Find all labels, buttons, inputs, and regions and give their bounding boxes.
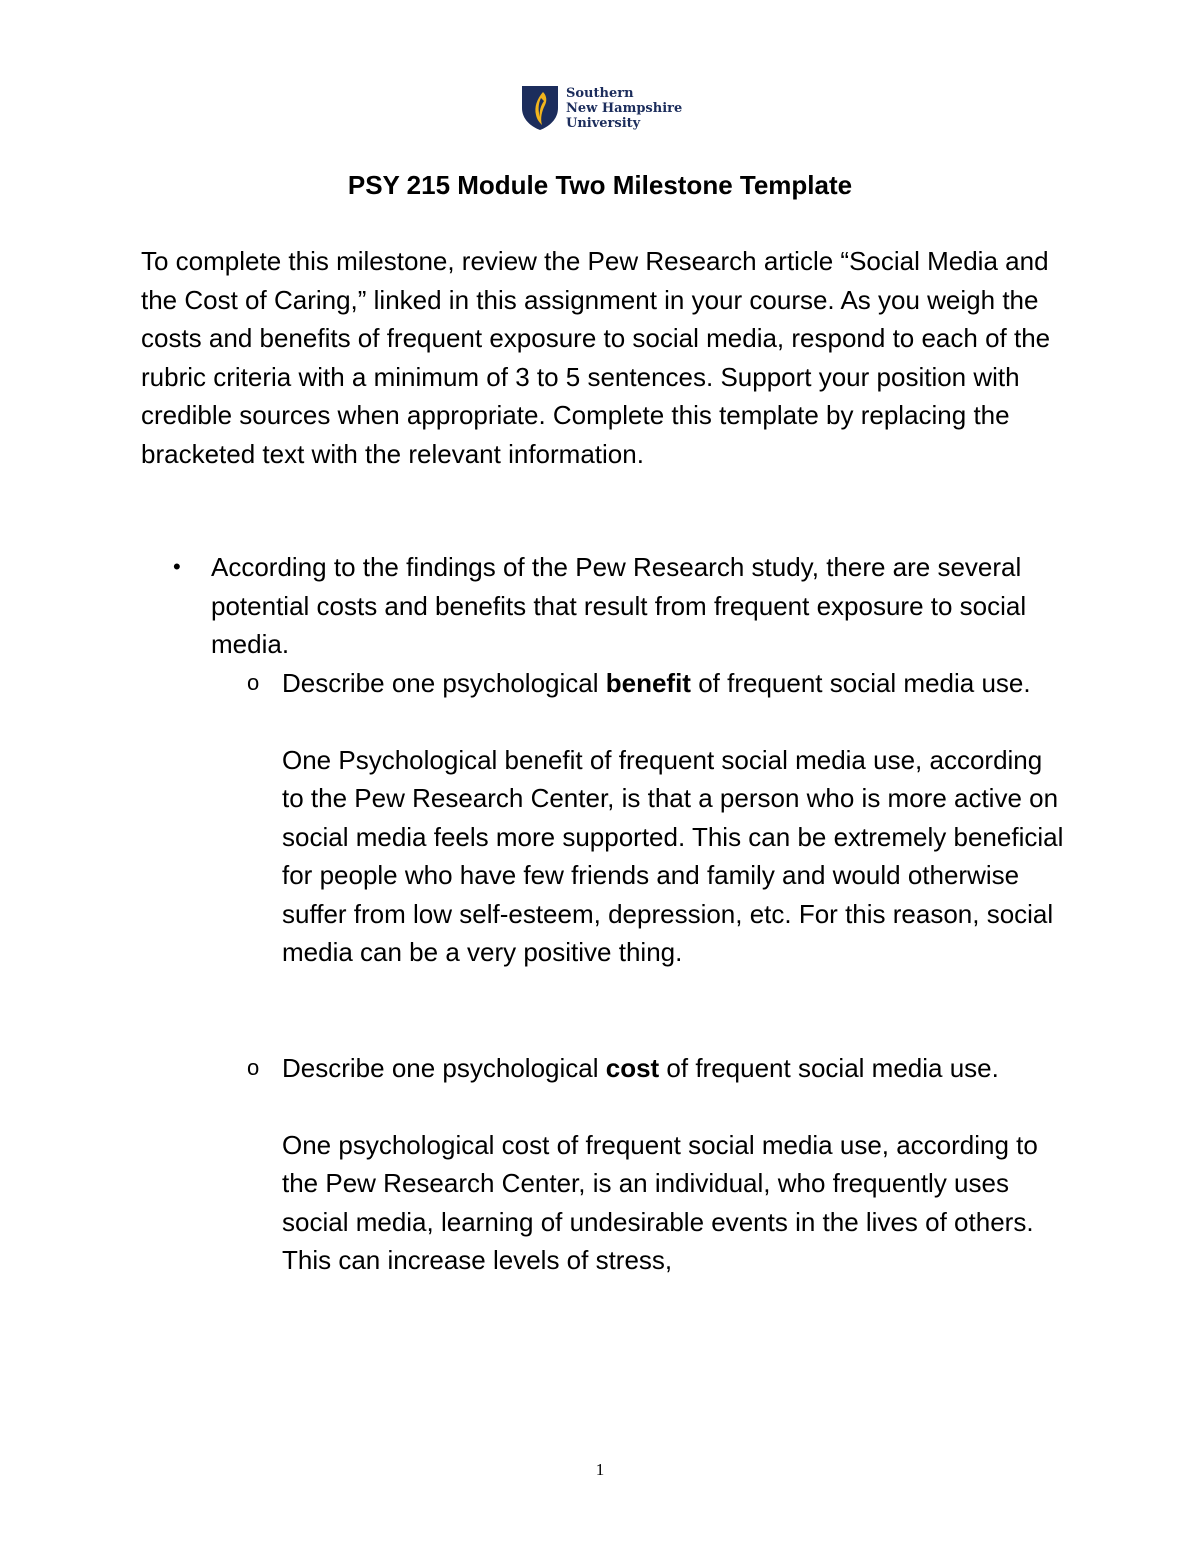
- criteria-list: [141, 548, 1071, 1280]
- answer-paragraph-benefit: [141, 741, 1071, 972]
- page-number: 1: [595, 1460, 605, 1479]
- document-title: PSY 215 Module Two Milestone Template: [347, 170, 853, 200]
- list-item: [141, 548, 1071, 664]
- prompt-bold-word: cost: [605, 1052, 660, 1083]
- prompt-text-before: Describe one psychological: [282, 1052, 606, 1083]
- spacer: [141, 972, 1071, 1049]
- answer-paragraph-cost: [141, 1126, 1071, 1280]
- logo-line-2: New Hampshire: [566, 100, 683, 116]
- logo-wordmark: [566, 86, 682, 131]
- intro-paragraph: To complete this milestone, review the Pew Research article “Social Media and the Cost of Caring,” linked in this assignment in your course. As you weigh the costs and benefits of frequent exposure to social media, respond to each of the rubric criteria with a minimum of 3 to 5 sentences. Support your position with credible sources when appropriate. Complete this template by replacing the bracketed text with the relevant information.: [141, 246, 1051, 469]
- prompt-text-after: of frequent social media use.: [690, 667, 1031, 698]
- prompt-text-before: Describe one psychological: [282, 667, 606, 698]
- university-logo: [520, 84, 682, 132]
- logo-line-3: University: [566, 115, 641, 131]
- answer-text: One Psychological benefit of frequent social media use, according to the Pew Research Center, is that a person who is more active on social media feels more supported. This can be extremely beneficial for people who have few friends and family and would otherwise suffer from low self-esteem, depression, etc. For this reason, social media can be a very positive thing.: [282, 744, 1064, 967]
- bullet-text: According to the findings of the Pew Research study, there are several potential costs and benefits that result from frequent exposure to social media.: [211, 552, 1027, 659]
- sub-list-item-cost: [141, 1049, 1071, 1088]
- snhu-shield-icon: [520, 84, 560, 132]
- logo-line-1: Southern: [566, 85, 634, 101]
- prompt-text-after: of frequent social media use.: [659, 1052, 999, 1083]
- spacer: [141, 1087, 1071, 1126]
- bullet-marker: •: [173, 554, 181, 579]
- prompt-bold-word: benefit: [605, 667, 691, 698]
- spacer: [141, 702, 1071, 741]
- sub-bullet-marker: o: [247, 1054, 260, 1080]
- sub-bullet-marker: o: [247, 669, 260, 695]
- sub-list-item-benefit: [141, 664, 1071, 703]
- answer-text: One psychological cost of frequent social media use, according to the Pew Research Center, is an individual, who frequently uses social media, learning of undesirable events in the lives of others. This can increase levels of stress,: [282, 1129, 1038, 1275]
